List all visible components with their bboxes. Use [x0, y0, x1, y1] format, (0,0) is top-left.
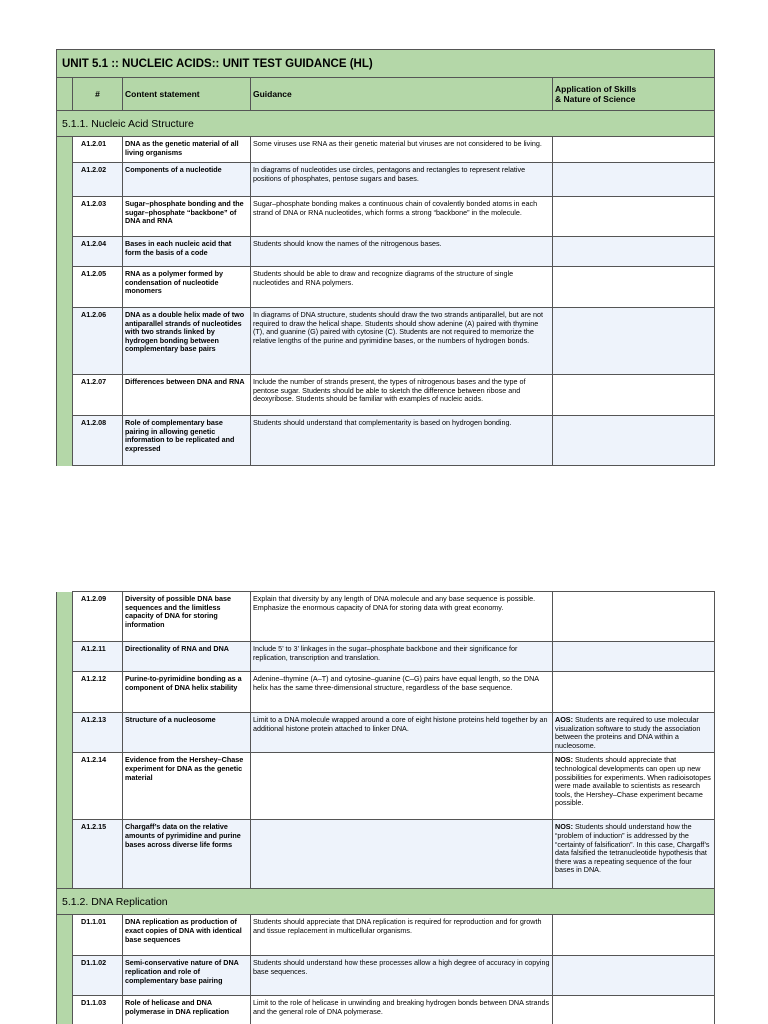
content-statement: Components of a nucleotide: [123, 163, 251, 197]
gutter: [57, 163, 73, 197]
table-row: [57, 237, 715, 267]
guidance-text: Some viruses use RNA as their genetic material but viruses are not considered to be living.: [251, 137, 553, 163]
gutter: [57, 713, 73, 753]
row-number: A1.2.01: [73, 137, 123, 163]
content-statement: Chargaff’s data on the relative amounts of pyrimidine and purine bases across diverse life forms: [123, 820, 251, 889]
header-application-line2: & Nature of Science: [555, 94, 636, 104]
guidance-text: [251, 820, 553, 889]
guidance-text: Adenine–thymine (A–T) and cytosine–guanine (C–G) pairs have equal length, so the DNA helix has the same three-dimensional structure, regardless of the base sequence.: [251, 672, 553, 713]
gutter: [57, 956, 73, 996]
guidance-text: Limit to a DNA molecule wrapped around a core of eight histone proteins held together by an additional histone protein attached to linker DNA.: [251, 713, 553, 753]
gutter: [57, 820, 73, 889]
guidance-text: Students should understand how these processes allow a high degree of accuracy in copying base sequences.: [251, 956, 553, 996]
table-row: [57, 672, 715, 713]
row-number: A1.2.04: [73, 237, 123, 267]
application-text: [553, 416, 715, 466]
gutter: [57, 996, 73, 1024]
unit-table-page-1: [56, 49, 715, 466]
gutter: [57, 642, 73, 672]
application-text: [553, 137, 715, 163]
application-text: [553, 956, 715, 996]
gutter: [57, 753, 73, 820]
gutter: [57, 78, 73, 111]
guidance-text: In diagrams of nucleotides use circles, pentagons and rectangles to represent relative positions of phosphates, pentose sugars and bases.: [251, 163, 553, 197]
header-content: Content statement: [123, 78, 251, 111]
table-row: [57, 642, 715, 672]
gutter: [57, 237, 73, 267]
gutter: [57, 672, 73, 713]
application-text: [553, 375, 715, 416]
application-text: [553, 915, 715, 956]
row-number: D1.1.03: [73, 996, 123, 1024]
application-body: Students are required to use molecular visualization software to study the association between the proteins and DNA within a nucleosome.: [555, 715, 701, 750]
table-row: [57, 820, 715, 889]
gutter: [57, 416, 73, 466]
application-text: [553, 672, 715, 713]
table-row: [57, 592, 715, 642]
content-statement: Evidence from the Hershey–Chase experiment for DNA as the genetic material: [123, 753, 251, 820]
application-body: Students should appreciate that technological developments can open up new possibilities for experiments. When radioisotopes were made available to scientists as research tools, the Hershey–Chase experiment became possible.: [555, 755, 711, 808]
table-row: [57, 713, 715, 753]
table-row: [57, 375, 715, 416]
application-body: Students should understand how the “problem of induction” is addressed by the “certainty of falsification”. In this case, Chargaff’s data falsified the tetranucleotide hypothesis that there was a repeating sequence of the four bases in DNA.: [555, 822, 710, 875]
gutter: [57, 375, 73, 416]
row-number: A1.2.15: [73, 820, 123, 889]
row-number: A1.2.08: [73, 416, 123, 466]
application-text: [553, 753, 715, 820]
guidance-text: Students should understand that complementarity is based on hydrogen bonding.: [251, 416, 553, 466]
guidance-text: Limit to the role of helicase in unwinding and breaking hydrogen bonds between DNA strands and the general role of DNA polymerase.: [251, 996, 553, 1024]
content-statement: Differences between DNA and RNA: [123, 375, 251, 416]
application-text: [553, 197, 715, 237]
gutter: [57, 308, 73, 375]
gutter: [57, 267, 73, 308]
gutter: [57, 592, 73, 642]
content-statement: Directionality of RNA and DNA: [123, 642, 251, 672]
application-text: [553, 163, 715, 197]
content-statement: Purine-to-pyrimidine bonding as a component of DNA helix stability: [123, 672, 251, 713]
row-number: D1.1.02: [73, 956, 123, 996]
guidance-text: Sugar–phosphate bonding makes a continuous chain of covalently bonded atoms in each strand of DNA or RNA nucleotides, which forms a strong “backbone” in the molecule.: [251, 197, 553, 237]
guidance-text: Include the number of strands present, the types of nitrogenous bases and the type of pentose sugar. Students should be able to sketch the difference between ribose and deoxyribose. Students should be familiar with examples of nucleic acids.: [251, 375, 553, 416]
application-text: [553, 267, 715, 308]
table-row: [57, 956, 715, 996]
content-statement: DNA replication as production of exact copies of DNA with identical base sequences: [123, 915, 251, 956]
table-row: [57, 996, 715, 1024]
table-row: [57, 197, 715, 237]
row-number: A1.2.12: [73, 672, 123, 713]
guidance-text: Students should appreciate that DNA replication is required for reproduction and for growth and tissue replacement in multicellular organisms.: [251, 915, 553, 956]
table-row: [57, 416, 715, 466]
unit-title: UNIT 5.1 :: NUCLEIC ACIDS:: UNIT TEST GUIDANCE (HL): [57, 50, 715, 78]
application-label: AOS:: [555, 715, 573, 724]
table-row: [57, 163, 715, 197]
row-number: A1.2.14: [73, 753, 123, 820]
row-number: A1.2.06: [73, 308, 123, 375]
gutter: [57, 197, 73, 237]
table-row: [57, 753, 715, 820]
content-statement: Sugar–phosphate bonding and the sugar–phosphate “backbone” of DNA and RNA: [123, 197, 251, 237]
row-number: A1.2.11: [73, 642, 123, 672]
row-number: D1.1.01: [73, 915, 123, 956]
application-text: [553, 713, 715, 753]
content-statement: Structure of a nucleosome: [123, 713, 251, 753]
application-text: [553, 996, 715, 1024]
row-number: A1.2.07: [73, 375, 123, 416]
header-application: [553, 78, 715, 111]
gutter: [57, 915, 73, 956]
row-number: A1.2.02: [73, 163, 123, 197]
application-text: [553, 642, 715, 672]
unit-table-page-2: [56, 591, 715, 1024]
content-statement: Diversity of possible DNA base sequences and the limitless capacity of DNA for storing information: [123, 592, 251, 642]
content-statement: Role of helicase and DNA polymerase in DNA replication: [123, 996, 251, 1024]
application-text: [553, 308, 715, 375]
content-statement: Semi-conservative nature of DNA replication and role of complementary base pairing: [123, 956, 251, 996]
guidance-text: Students should know the names of the nitrogenous bases.: [251, 237, 553, 267]
table-row: [57, 137, 715, 163]
table-row: [57, 915, 715, 956]
application-text: [553, 820, 715, 889]
content-statement: DNA as the genetic material of all living organisms: [123, 137, 251, 163]
section-heading: 5.1.2. DNA Replication: [57, 889, 715, 915]
content-statement: RNA as a polymer formed by condensation of nucleotide monomers: [123, 267, 251, 308]
content-statement: Bases in each nucleic acid that form the basis of a code: [123, 237, 251, 267]
header-num: #: [73, 78, 123, 111]
gutter: [57, 137, 73, 163]
header-guidance: Guidance: [251, 78, 553, 111]
row-number: A1.2.05: [73, 267, 123, 308]
section-heading: 5.1.1. Nucleic Acid Structure: [57, 111, 715, 137]
guidance-text: In diagrams of DNA structure, students should draw the two strands antiparallel, but are not required to draw the helical shape. Students should show adenine (A) paired with thymine (T), and guanine (G) paired with cytosine (C). Students are not required to memorize the relative lengths of the purine and pyrimidine bases, or the numbers of hydrogen bonds.: [251, 308, 553, 375]
guidance-text: [251, 753, 553, 820]
application-label: NOS:: [555, 822, 573, 832]
content-statement: Role of complementary base pairing in allowing genetic information to be replicated and expressed: [123, 416, 251, 466]
table-row: [57, 267, 715, 308]
content-statement: DNA as a double helix made of two antiparallel strands of nucleotides with two strands linked by hydrogen bonding between complementary base pairs: [123, 308, 251, 375]
application-text: [553, 592, 715, 642]
application-label: NOS:: [555, 755, 573, 765]
row-number: A1.2.03: [73, 197, 123, 237]
guidance-text: Students should be able to draw and recognize diagrams of the structure of single nucleotides and RNA polymers.: [251, 267, 553, 308]
application-text: [553, 237, 715, 267]
row-number: A1.2.13: [73, 713, 123, 753]
guidance-text: Include 5’ to 3’ linkages in the sugar–phosphate backbone and their significance for replication, transcription and translation.: [251, 642, 553, 672]
guidance-text: Explain that diversity by any length of DNA molecule and any base sequence is possible. Emphasize the enormous capacity of DNA for storing data with great economy.: [251, 592, 553, 642]
header-application-line1: Application of Skills: [555, 84, 637, 94]
table-row: [57, 308, 715, 375]
row-number: A1.2.09: [73, 592, 123, 642]
